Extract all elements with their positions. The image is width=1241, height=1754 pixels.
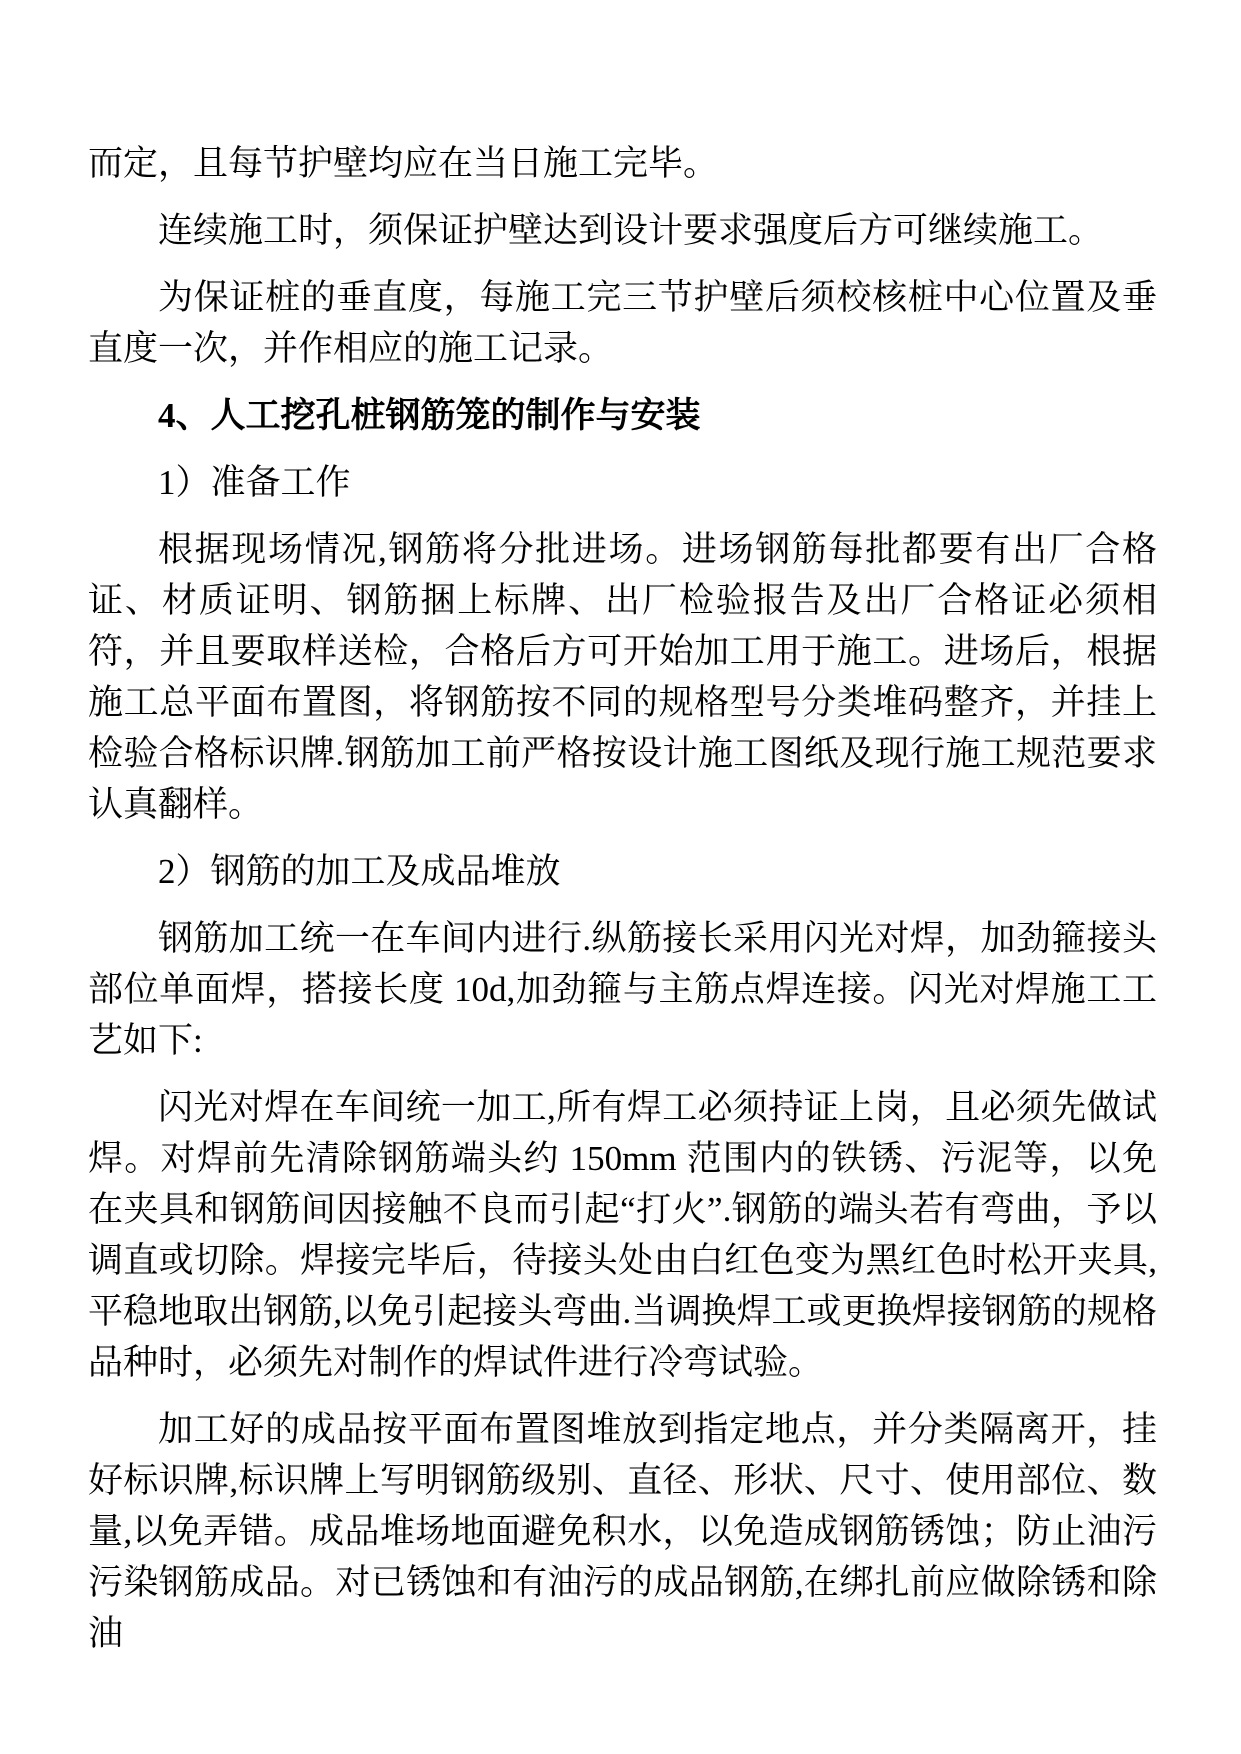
section-heading: 4、人工挖孔桩钢筋笼的制作与安装 (158, 396, 701, 435)
subsection-heading: 1）准备工作 (158, 463, 351, 502)
paragraph: 加工好的成品按平面布置图堆放到指定地点，并分类隔离开，挂好标识牌,标识牌上写明钢筋级别、直径、形状、尺寸、使用部位、数量,以免弄错。成品堆场地面避免积水，以免造成钢筋锈蚀；防止油污污染钢筋成品。对已锈蚀和有油污的成品钢筋,在绑扎前应做除锈和除油 (88, 1410, 1157, 1653)
paragraph: 根据现场情况,钢筋将分批进场。进场钢筋每批都要有出厂合格证、材质证明、钢筋捆上标牌、出厂检验报告及出厂合格证必须相符，并且要取样送检，合格后方可开始加工用于施工。进场后，根据施工总平面布置图，将钢筋按不同的规格型号分类堆码整齐，并挂上检验合格标识牌.钢筋加工前严格按设计施工图纸及现行施工规范要求认真翻样。 (88, 530, 1157, 824)
paragraph: 闪光对焊在车间统一加工,所有焊工必须持证上岗，且必须先做试焊。对焊前先清除钢筋端头约 150mm 范围内的铁锈、污泥等，以免在夹具和钢筋间因接触不良而引起“打火”.钢筋的端头若有弯曲，予以调直或切除。焊接完毕后，待接头处由白红色变为黑红色时松开夹具,平稳地取出钢筋,以免引起接头弯曲.当调换焊工或更换焊接钢筋的规格品种时，必须先对制作的焊试件进行冷弯试验。 (88, 1088, 1157, 1382)
paragraph: 为保证桩的垂直度，每施工完三节护壁后须校核桩中心位置及垂直度一次，并作相应的施工记录。 (88, 278, 1157, 368)
continuation-paragraph: 而定，且每节护壁均应在当日施工完毕。 (88, 144, 719, 183)
paragraph: 连续施工时，须保证护壁达到设计要求强度后方可继续施工。 (158, 211, 1104, 250)
subsection-heading: 2）钢筋的加工及成品堆放 (158, 852, 561, 891)
paragraph: 钢筋加工统一在车间内进行.纵筋接长采用闪光对焊，加劲箍接头部位单面焊，搭接长度 10d,加劲箍与主筋点焊连接。闪光对焊施工工艺如下: (88, 919, 1157, 1060)
